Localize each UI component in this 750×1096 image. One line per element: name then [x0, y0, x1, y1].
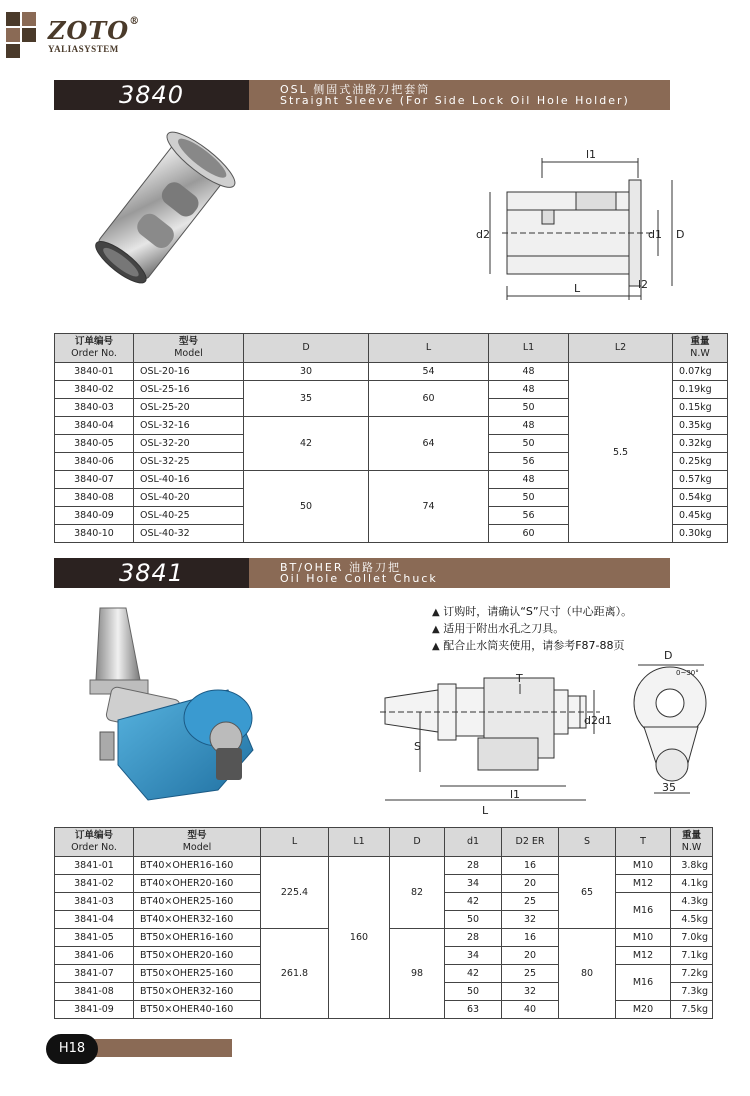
label-L: L — [482, 804, 489, 817]
section-title-en: Straight Sleeve (For Side Lock Oil Hole Holder) — [280, 94, 630, 107]
logo-square-5 — [6, 44, 20, 58]
label-d2: d2 — [476, 228, 490, 241]
l2-value: 5.5 — [569, 363, 673, 543]
note-3: ▲ 配合止水筒夹使用，请参考F87-88页 — [432, 639, 625, 652]
table-row: 3841-03 BT40×OHER25-160 42 25 M16 4.3kg — [55, 893, 713, 911]
label-d2: d2 — [584, 714, 598, 727]
label-d1: d1 — [598, 714, 612, 727]
brand-name: ZOTO® — [48, 16, 141, 45]
table-row: 3840-05 OSL-32-20 50 0.32kg — [55, 435, 728, 453]
col-L1: L1 — [329, 828, 390, 857]
col-D: D — [244, 334, 369, 363]
col-L1: L1 — [489, 334, 569, 363]
page-number: H18 — [46, 1034, 98, 1064]
l1-value: 160 — [329, 857, 390, 1019]
collet-chuck-photo — [78, 600, 268, 815]
col-d2er: D2 ER — [502, 828, 559, 857]
label-35: 35 — [662, 781, 676, 794]
label-L: L — [574, 282, 581, 295]
label-d1: d1 — [648, 228, 662, 241]
section-title-cn: BT/OHER 油路刀把 — [280, 561, 401, 574]
section-title-cn: OSL 侧固式油路刀把套筒 — [280, 83, 431, 96]
col-order-no: 订单编号 Order No. — [55, 334, 134, 363]
table-row: 3841-04 BT40×OHER32-160 50 32 4.5kg — [55, 911, 713, 929]
table-header-row — [55, 828, 713, 857]
logo-square-3 — [6, 28, 20, 42]
label-D: D — [664, 649, 673, 662]
label-S: S — [414, 740, 421, 753]
brand-subtitle: YALIASYSTEM — [48, 44, 119, 54]
table-row: 3840-09 OSL-40-25 56 0.45kg — [55, 507, 728, 525]
col-T: T — [616, 828, 671, 857]
label-T: T — [516, 672, 523, 685]
col-S: S — [559, 828, 616, 857]
col-L2: L2 — [569, 334, 673, 363]
table-row: 3841-05 BT50×OHER16-160 261.8 98 28 16 80 M10 7.0kg — [55, 929, 713, 947]
note-2: ▲ 适用于附出水孔之刀具。 — [432, 622, 565, 635]
logo-square-1 — [6, 12, 20, 26]
section-number: 3841 — [118, 559, 185, 587]
col-d1: d1 — [445, 828, 502, 857]
col-model: 型号 Model — [134, 334, 244, 363]
sleeve-diagram — [472, 148, 692, 308]
table-row: 3841-07 BT50×OHER25-160 42 25 M16 7.2kg — [55, 965, 713, 983]
table-row: 3841-09 BT50×OHER40-160 63 40 M20 7.5kg — [55, 1001, 713, 1019]
note-1: ▲ 订购时，请确认“S”尺寸（中心距离）。 — [432, 605, 633, 618]
col-D: D — [390, 828, 445, 857]
table-row: 3840-04 OSL-32-16 42 64 48 0.35kg — [55, 417, 728, 435]
table-row: 3841-01 BT40×OHER16-160 225.4 160 82 28 16 65 M10 3.8kg — [55, 857, 713, 875]
logo-square-2 — [22, 12, 36, 26]
table-row: 3840-07 OSL-40-16 50 74 48 0.57kg — [55, 471, 728, 489]
table-row: 3840-10 OSL-40-32 60 0.30kg — [55, 525, 728, 543]
collet-chuck-diagram-side — [380, 660, 630, 820]
col-nw: 重量 N.W — [673, 334, 728, 363]
label-l1: l1 — [586, 148, 597, 161]
label-l1: l1 — [510, 788, 521, 801]
label-l2: l2 — [638, 278, 649, 291]
table-row: 3841-08 BT50×OHER32-160 50 32 7.3kg — [55, 983, 713, 1001]
table-row: 3840-08 OSL-40-20 50 0.54kg — [55, 489, 728, 507]
table-row: 3841-02 BT40×OHER20-160 34 20 M12 4.1kg — [55, 875, 713, 893]
section-number: 3840 — [118, 81, 185, 109]
table-row: 3841-06 BT50×OHER20-160 34 20 M12 7.1kg — [55, 947, 713, 965]
section-3841-header — [54, 558, 670, 588]
table-3840 — [54, 333, 728, 543]
label-D: D — [676, 228, 685, 241]
table-row: 3840-06 OSL-32-25 56 0.25kg — [55, 453, 728, 471]
col-L: L — [261, 828, 329, 857]
col-order-no: 订单编号 Order No. — [55, 828, 134, 857]
logo-square-4 — [22, 28, 36, 42]
table-row: 3840-02 OSL-25-16 35 60 48 0.19kg — [55, 381, 728, 399]
col-nw: 重量 N.W — [671, 828, 713, 857]
table-header-row — [55, 334, 728, 363]
table-row: 3840-03 OSL-25-20 50 0.15kg — [55, 399, 728, 417]
col-L: L — [369, 334, 489, 363]
label-angle: 0~30° — [676, 669, 699, 677]
sleeve-photo — [72, 118, 252, 298]
table-3841 — [54, 827, 713, 1019]
collet-chuck-diagram-front — [628, 645, 718, 805]
section-title-en: Oil Hole Collet Chuck — [280, 572, 438, 585]
col-model: 型号 Model — [134, 828, 261, 857]
table-row: 3840-01 OSL-20-16 30 54 48 5.5 0.07kg — [55, 363, 728, 381]
section-3840-header — [54, 80, 670, 110]
